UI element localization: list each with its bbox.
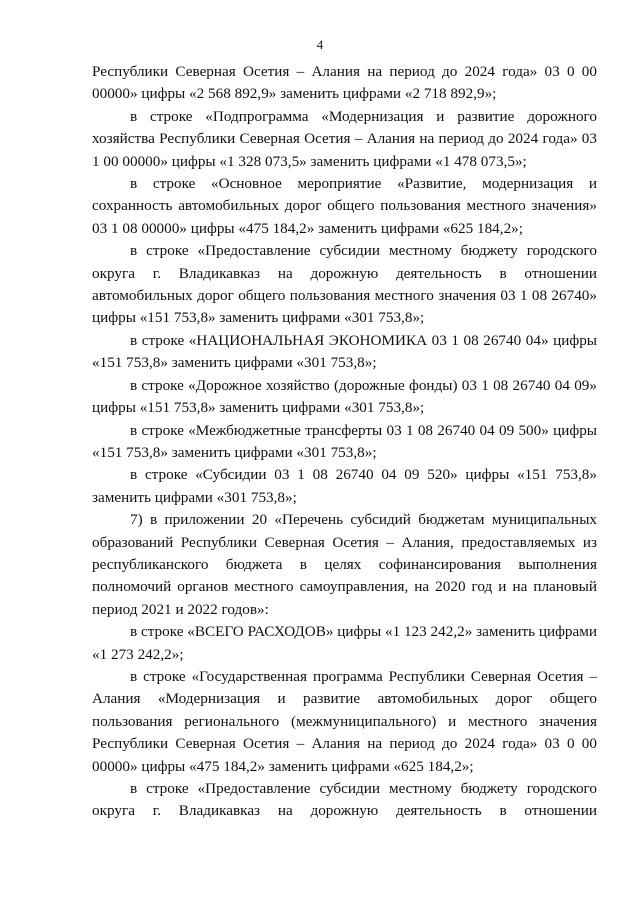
paragraph-road-funds-amendment: в строке «Дорожное хозяйство (дорожные фонды) 03 1 08 26740 04 09» цифры «151 753,8» заменить цифрами «301 753,8»; — [92, 376, 597, 417]
paragraph-continuation: Республики Северная Осетия – Алания на период до 2024 года» 03 0 00 00000» цифры «2 568 892,9» заменить цифрами «2 718 892,9»; — [92, 63, 597, 103]
paragraph-subprogram-amendment: в строке «Подпрограмма «Модернизация и развитие дорожного хозяйства Республики Северная Осетия – Алания на период до 2024 года» 03 1 00 00000» цифры «1 328 073,5» заменить цифрами «1 478 073,5»; — [92, 107, 597, 170]
paragraph-main-activity-amendment: в строке «Основное мероприятие «Развитие, модернизация и сохранность автомобильных дорог общего пользования местного значения» 03 1 08 00000» цифры «475 184,2» заменить цифрами «625 184,2»; — [92, 175, 597, 237]
paragraph-interbudget-transfers-amendment: в строке «Межбюджетные трансферты 03 1 08 26740 04 09 500» цифры «151 753,8» заменить цифрами «301 753,8»; — [92, 421, 597, 461]
paragraph-subsidy-vladikavkaz-continued: в строке «Предоставление субсидии местному бюджету городского округа г. Владикавказ на дорожную деятельность в отношении — [92, 780, 597, 820]
page-number: 4 — [316, 37, 324, 52]
paragraph-subsidies-amendment: в строке «Субсидии 03 1 08 26740 04 09 520» цифры «151 753,8» заменить цифрами «301 753,8»; — [92, 466, 597, 506]
paragraph-state-program-amendment: в строке «Государственная программа Республики Северная Осетия – Алания «Модернизация и развитие автомобильных дорог общего пользования регионального (межмуниципального) и местного значения Республики Северная Осетия – Алания на период до 2024 года» 03 0 00 00000» цифры «475 184,2» заменить цифрами «625 184,2»; — [92, 667, 597, 775]
document-body — [92, 61, 597, 823]
paragraph-total-expenses-amendment: в строке «ВСЕГО РАСХОДОВ» цифры «1 123 242,2» заменить цифрами «1 273 242,2»; — [92, 623, 597, 663]
paragraph-subsidy-vladikavkaz-amendment: в строке «Предоставление субсидии местному бюджету городского округа г. Владикавказ на дорожную деятельность в отношении автомобильных дорог общего пользования местного значения 03 1 08 26740» цифры «151 753,8» заменить цифрами «301 753,8»; — [92, 242, 597, 327]
paragraph-national-economy-amendment: в строке «НАЦИОНАЛЬНАЯ ЭКОНОМИКА 03 1 08 26740 04» цифры «151 753,8» заменить цифрами «301 753,8»; — [92, 331, 597, 372]
paragraph-appendix-20: 7) в приложении 20 «Перечень субсидий бюджетам муниципальных образований Республики Северная Осетия – Алания, предоставляемых из республиканского бюджета в целях софинансирования выполнения полномочий органов местного самоуправления, на 2020 год и на плановый период 2021 и 2022 годов»: — [92, 511, 597, 618]
